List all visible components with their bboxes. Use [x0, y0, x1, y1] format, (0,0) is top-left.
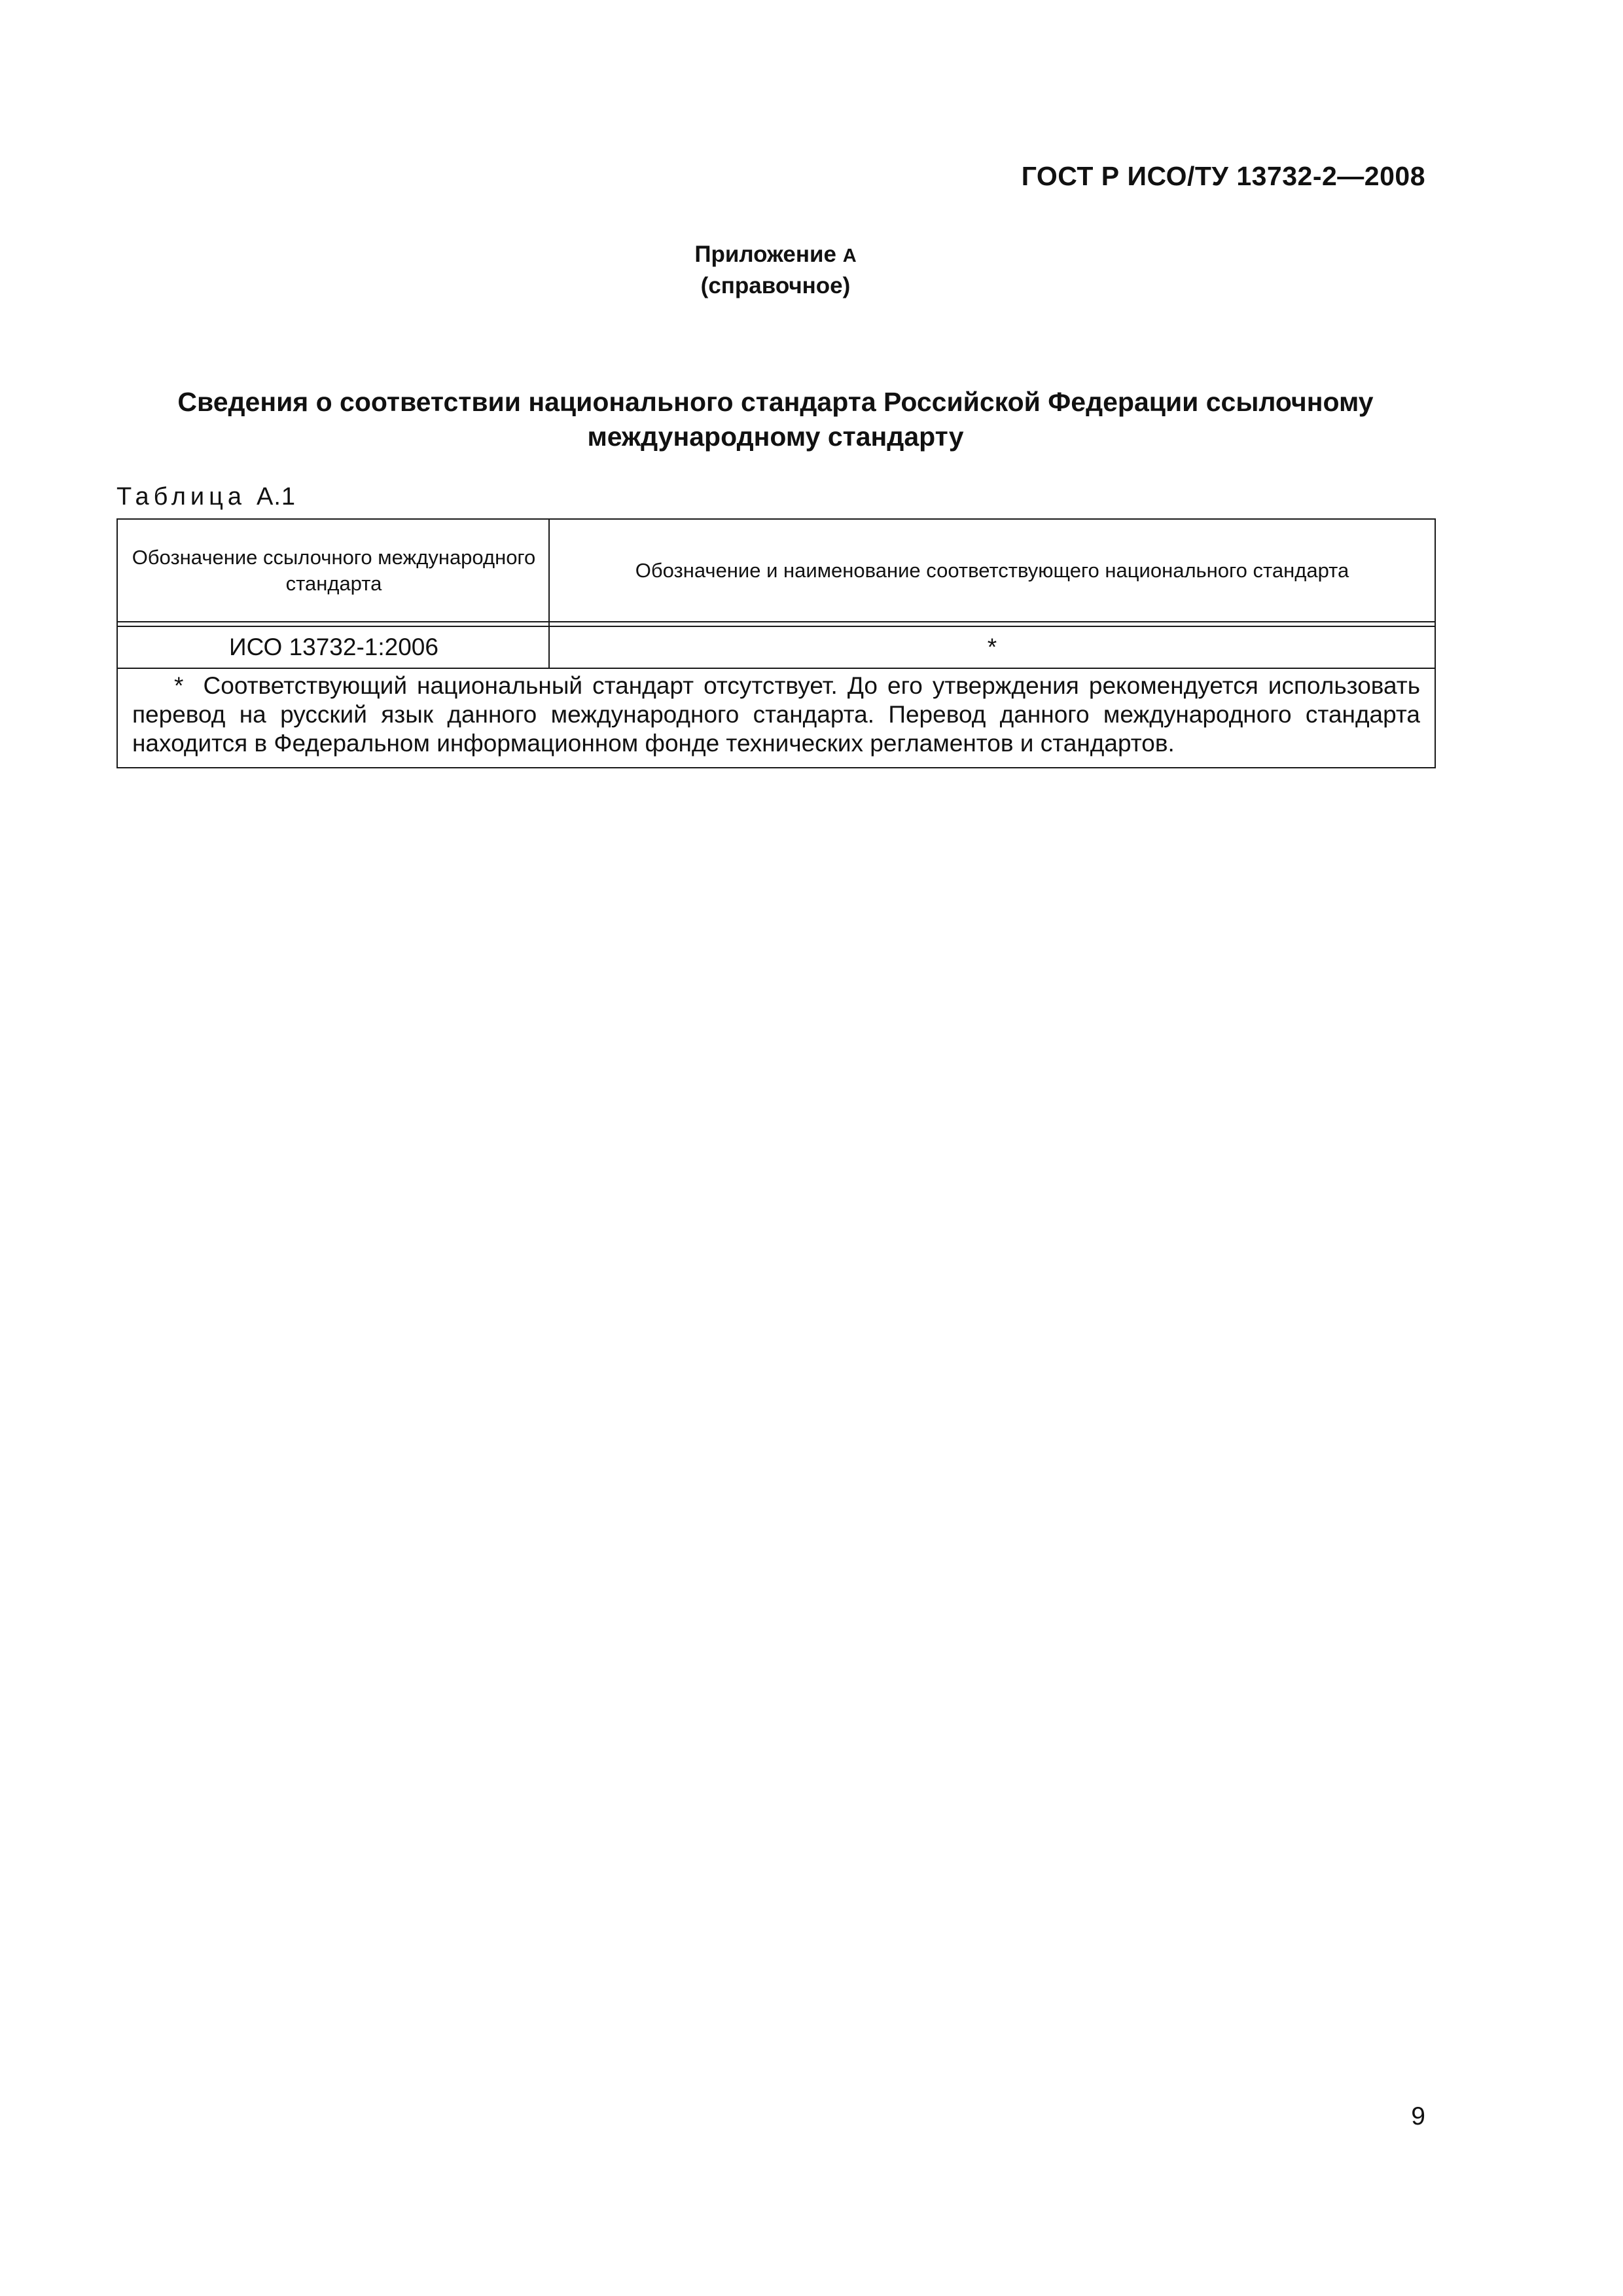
table-cell-national	[550, 627, 1435, 668]
header-text-international: Обозначение ссылочного международного стандарта	[132, 546, 536, 595]
footnote-marker: *	[174, 672, 184, 699]
page-number: 9	[1411, 2102, 1425, 2130]
correspondence-table	[116, 518, 1436, 768]
header-cell-international	[118, 520, 550, 622]
appendix-status: (справочное)	[700, 273, 851, 298]
table-cell-international	[118, 627, 550, 668]
appendix-letter: А	[842, 245, 857, 266]
table-footnote	[118, 672, 1435, 758]
appendix-heading	[0, 240, 1551, 301]
cell-text-international: ИСО 13732-1:2006	[229, 634, 438, 660]
table-caption	[116, 483, 296, 511]
document-code: ГОСТ Р ИСО/ТУ 13732-2—2008	[1021, 161, 1425, 191]
title-line-1: Сведения о соответствии национального стандарта Российской Федерации ссылочному	[177, 387, 1374, 417]
table-caption-number: А.1	[257, 483, 296, 511]
appendix-title	[116, 385, 1435, 454]
footnote-text: Соответствующий национальный стандарт отсутствует. До его утверждения рекомендуется использовать перевод на русский язык данного международного стандарта. Перевод данного международного стандарта находится в Федеральном информационном фонде технических регламентов и стандартов.	[132, 672, 1420, 757]
appendix-label	[0, 240, 1551, 271]
title-line-2: международному стандарту	[587, 422, 964, 452]
footnote-divider	[118, 668, 1435, 669]
appendix-word: Приложение	[694, 242, 836, 267]
table-caption-word: Таблица	[116, 483, 246, 511]
header-text-national: Обозначение и наименование соответствующего национального стандарта	[635, 559, 1349, 582]
header-cell-national	[550, 520, 1435, 622]
cell-text-national: *	[987, 634, 997, 660]
